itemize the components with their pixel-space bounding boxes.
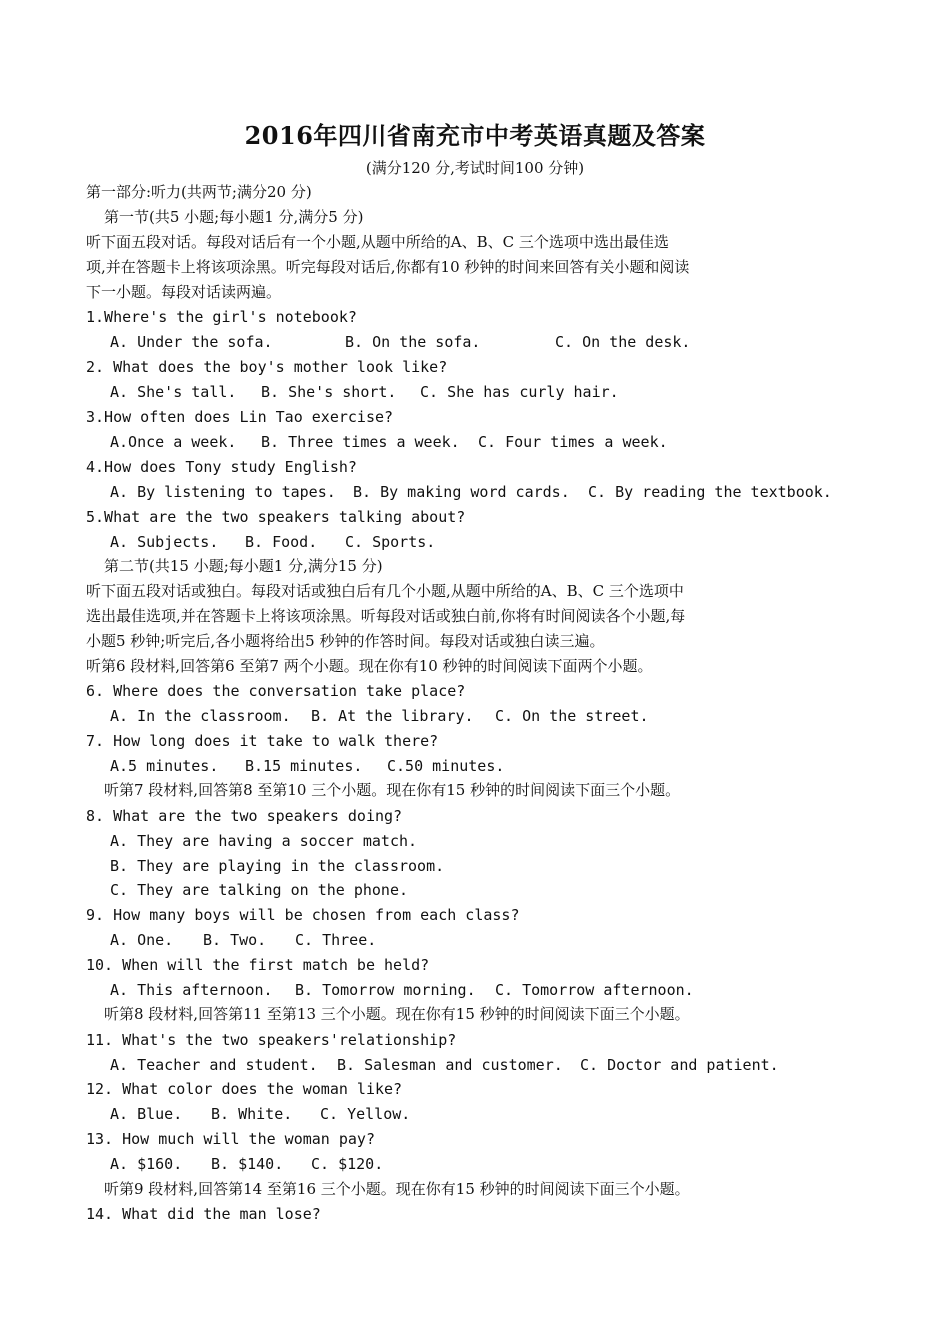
option-b: B. They are playing in the classroom. (110, 857, 445, 875)
option-b: B. At the library. (311, 707, 474, 725)
section2-instruction: 听下面五段对话或独白。每段对话或独白后有几个小题,从题中所给的A、B、C 三个选项中 (86, 582, 684, 600)
page-title: 2016年四川省南充市中考英语真题及答案 (244, 121, 706, 150)
question-3: 3.How often does Lin Tao exercise? (86, 408, 394, 426)
section2-instruction: 选出最佳选项,并在答题卡上将该项涂黑。听每段对话或独白前,你将有时间阅读各个小题,每 (86, 607, 686, 625)
option-c: C.50 minutes. (387, 757, 505, 775)
option-c: C. Doctor and patient. (580, 1056, 779, 1074)
question-11: 11. What's the two speakers'relationship? (86, 1031, 457, 1049)
option-c: C. By reading the textbook. (588, 483, 832, 501)
section2-instruction: 小题5 秒钟;听完后,各小题将给出5 秒钟的作答时间。每段对话或独白读三遍。 (86, 632, 605, 650)
material-8-instruction: 听第8 段材料,回答第11 至第13 三个小题。现在你有15 秒钟的时间阅读下面三个小题。 (104, 1005, 690, 1023)
section2-heading: 第二节(共15 小题;每小题1 分,满分15 分) (104, 557, 383, 575)
section1-instruction: 下一小题。每段对话读两遍。 (86, 283, 282, 301)
option-c: C. On the desk. (555, 333, 691, 351)
option-b: B. On the sofa. (345, 333, 481, 351)
question-8: 8. What are the two speakers doing? (86, 807, 403, 825)
option-c: C. On the street. (495, 707, 649, 725)
option-a: A. This afternoon. (110, 981, 273, 999)
option-b: B. Tomorrow morning. (295, 981, 476, 999)
exam-info: (满分120 分,考试时间100 分钟) (365, 159, 585, 177)
option-a: A. They are having a soccer match. (110, 832, 418, 850)
section1-heading: 第一节(共5 小题;每小题1 分,满分5 分) (104, 208, 364, 226)
option-b: B. $140. (211, 1155, 284, 1173)
option-a: A. She's tall. (110, 383, 237, 401)
option-b: B. Food. (245, 533, 318, 551)
option-b: B.15 minutes. (245, 757, 363, 775)
section1-instruction: 听下面五段对话。每段对话后有一个小题,从题中所给的A、B、C 三个选项中选出最佳选 (86, 233, 669, 251)
question-12: 12. What color does the woman like? (86, 1080, 403, 1098)
option-a: A.5 minutes. (110, 757, 219, 775)
question-13: 13. How much will the woman pay? (86, 1130, 375, 1148)
option-c: C. Four times a week. (478, 433, 668, 451)
option-b: B. White. (211, 1105, 293, 1123)
option-c: C. $120. (311, 1155, 384, 1173)
option-a: A. Under the sofa. (110, 333, 273, 351)
option-a: A. Subjects. (110, 533, 219, 551)
option-c: C. Three. (295, 931, 377, 949)
question-2: 2. What does the boy's mother look like? (86, 358, 448, 376)
question-9: 9. How many boys will be chosen from each class? (86, 906, 520, 924)
question-5: 5.What are the two speakers talking about? (86, 508, 466, 526)
section1-instruction: 项,并在答题卡上将该项涂黑。听完每段对话后,你都有10 秒钟的时间来回答有关小题和阅读 (86, 258, 690, 276)
material-6-instruction: 听第6 段材料,回答第6 至第7 两个小题。现在你有10 秒钟的时间阅读下面两个小题。 (86, 657, 653, 675)
material-7-instruction: 听第7 段材料,回答第8 至第10 三个小题。现在你有15 秒钟的时间阅读下面三个小题。 (104, 781, 681, 799)
option-b: B. She's short. (261, 383, 397, 401)
option-c: C. They are talking on the phone. (110, 881, 409, 899)
option-b: B. Two. (203, 931, 267, 949)
question-1: 1.Where's the girl's notebook? (86, 308, 357, 326)
option-a: A. One. (110, 931, 174, 949)
option-b: B. By making word cards. (353, 483, 570, 501)
option-a: A. In the classroom. (110, 707, 291, 725)
option-c: C. Yellow. (320, 1105, 411, 1123)
material-9-instruction: 听第9 段材料,回答第14 至第16 三个小题。现在你有15 秒钟的时间阅读下面三个小题。 (104, 1180, 690, 1198)
option-a: A. By listening to tapes. (110, 483, 336, 501)
question-10: 10. When will the first match be held? (86, 956, 430, 974)
option-b: B. Salesman and customer. (337, 1056, 563, 1074)
option-a: A. Blue. (110, 1105, 183, 1123)
option-a: A. $160. (110, 1155, 183, 1173)
option-a: A. Teacher and student. (110, 1056, 318, 1074)
question-4: 4.How does Tony study English? (86, 458, 357, 476)
option-c: C. She has curly hair. (420, 383, 619, 401)
option-c: C. Sports. (345, 533, 436, 551)
option-a: A.Once a week. (110, 433, 237, 451)
question-14: 14. What did the man lose? (86, 1205, 321, 1223)
option-c: C. Tomorrow afternoon. (495, 981, 694, 999)
option-b: B. Three times a week. (261, 433, 460, 451)
question-6: 6. Where does the conversation take place? (86, 682, 466, 700)
question-7: 7. How long does it take to walk there? (86, 732, 439, 750)
part1-heading: 第一部分:听力(共两节;满分20 分) (86, 183, 312, 201)
